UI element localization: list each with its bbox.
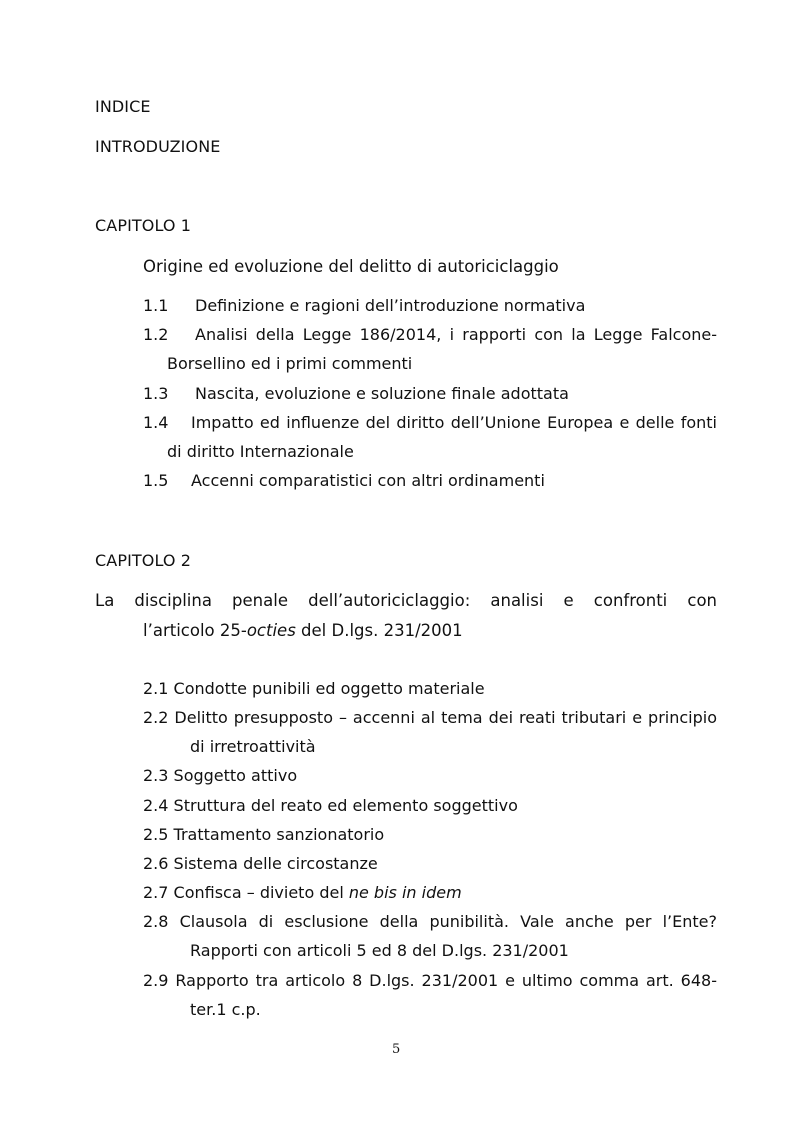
toc-item-2-3: 2.3 Soggetto attivo xyxy=(143,766,298,785)
toc-item-number: 1.5 xyxy=(143,471,169,490)
page-number: 5 xyxy=(392,1042,401,1057)
toc-item-1-2 xyxy=(143,325,717,345)
toc-item-2-2 xyxy=(143,708,717,728)
toc-item-text: 2.9 Rapporto tra articolo 8 D.lgs. 231/2001 e ultimo comma art. 648- xyxy=(143,971,717,990)
toc-item-text: Nascita, evoluzione e soluzione finale adottata xyxy=(195,384,569,403)
toc-item-number: 1.4 xyxy=(143,413,169,432)
toc-item-2-7 xyxy=(143,883,462,903)
toc-item-text: 2.8 Clausola di esclusione della punibilità. Vale anche per l’Ente? xyxy=(143,912,717,931)
toc-item-text: 2.2 Delitto presupposto – accenni al tema dei reati tributari e principio xyxy=(143,708,717,727)
toc-item-2-4: 2.4 Struttura del reato ed elemento soggettivo xyxy=(143,796,518,815)
toc-item-1-5 xyxy=(143,471,545,491)
toc-item-2-9-continued: ter.1 c.p. xyxy=(190,1000,261,1019)
chapter2-title-part: del D.lgs. 231/2001 xyxy=(295,621,463,640)
toc-item-2-6: 2.6 Sistema delle circostanze xyxy=(143,854,378,873)
toc-item-2-8 xyxy=(143,912,717,932)
chapter1-title: Origine ed evoluzione del delitto di autoriciclaggio xyxy=(143,257,559,276)
chapter2-title-line2 xyxy=(143,621,463,641)
chapter2-title-text: La disciplina penale dell’autoriciclaggio: analisi e confronti con xyxy=(95,591,717,610)
toc-item-number: 1.2 xyxy=(143,325,169,344)
toc-item-number: 1.3 xyxy=(143,384,169,403)
toc-item-2-8-continued: Rapporti con articoli 5 ed 8 del D.lgs. 231/2001 xyxy=(190,941,569,960)
toc-item-1-1 xyxy=(143,296,585,316)
toc-item-1-4-continued: di diritto Internazionale xyxy=(167,442,354,461)
toc-item-number: 1.1 xyxy=(143,296,169,315)
chapter1-label: CAPITOLO 1 xyxy=(95,216,192,235)
toc-item-2-5: 2.5 Trattamento sanzionatorio xyxy=(143,825,385,844)
chapter2-title-part: l’articolo 25- xyxy=(143,621,247,640)
toc-item-1-4 xyxy=(143,413,717,433)
toc-item-2-2-continued: di irretroattività xyxy=(190,737,316,756)
toc-item-1-2-continued: Borsellino ed i primi commenti xyxy=(167,354,413,373)
toc-item-text: Analisi della Legge 186/2014, i rapporti con la Legge Falcone- xyxy=(195,325,717,344)
index-heading: INDICE xyxy=(95,97,151,116)
chapter2-title-line1 xyxy=(95,591,717,611)
chapter2-label: CAPITOLO 2 xyxy=(95,551,192,570)
toc-item-2-1: 2.1 Condotte punibili ed oggetto materiale xyxy=(143,679,485,698)
toc-item-text: Definizione e ragioni dell’introduzione normativa xyxy=(195,296,586,315)
toc-item-2-9 xyxy=(143,971,717,991)
toc-item-1-3 xyxy=(143,384,569,404)
toc-item-text: 2.7 Confisca – divieto del xyxy=(143,883,349,902)
toc-item-italic: ne bis in idem xyxy=(348,883,462,902)
toc-item-text: Impatto ed influenze del diritto dell’Unione Europea e delle fonti xyxy=(191,413,717,432)
intro-heading: INTRODUZIONE xyxy=(95,137,221,156)
chapter2-title-italic: octies xyxy=(246,621,296,640)
toc-item-text: Accenni comparatistici con altri ordinamenti xyxy=(191,471,545,490)
